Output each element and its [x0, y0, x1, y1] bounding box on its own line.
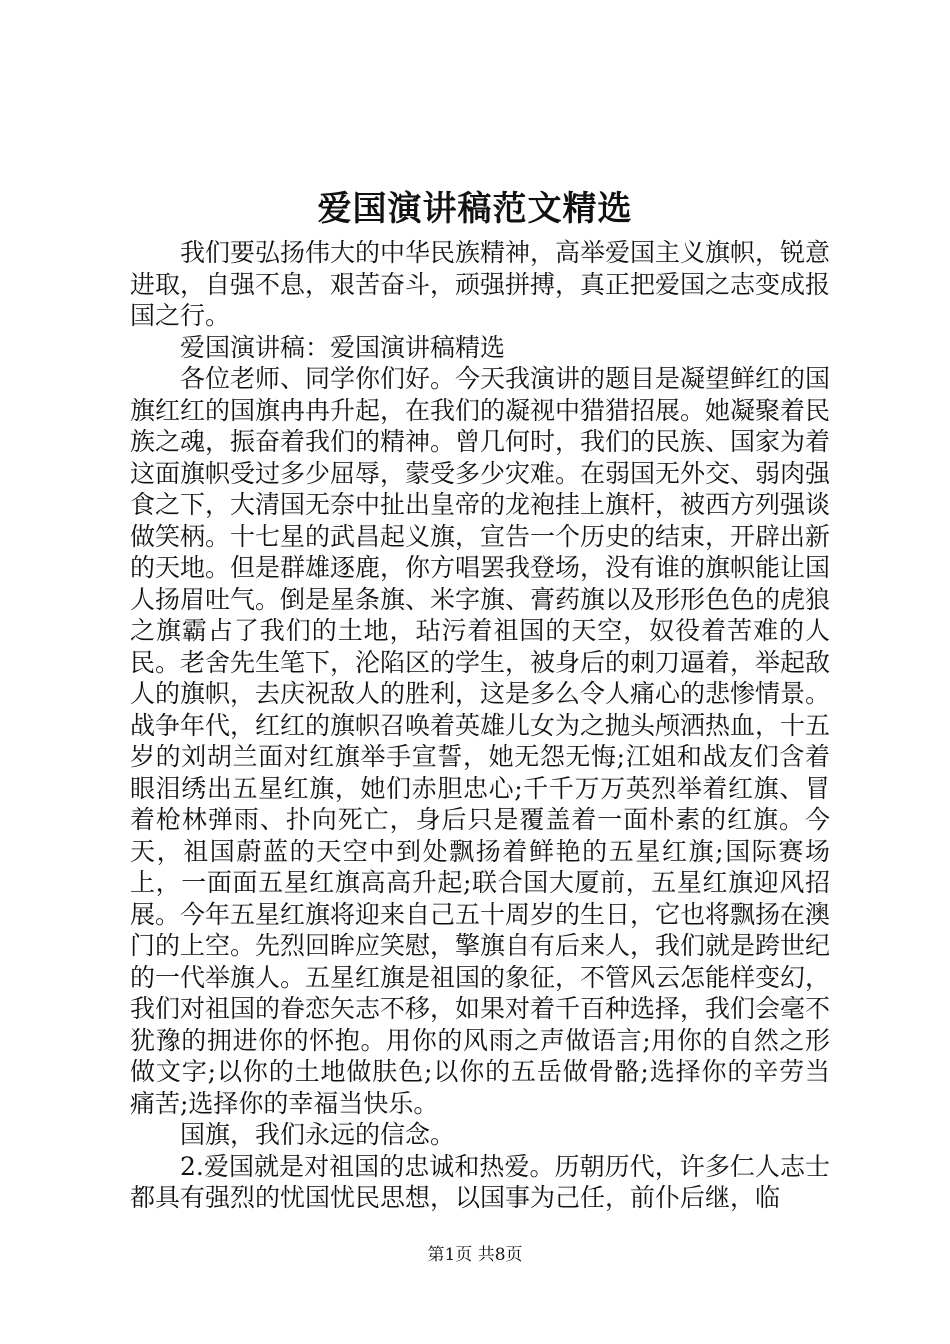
- page-footer: 第1页 共8页: [427, 1245, 523, 1265]
- paragraph-point-2: 2.爱国就是对祖国的忠诚和热爱。历朝历代，许多仁人志士都具有强烈的忧国忧民思想，以国事为己任，前仆后继，临: [130, 1151, 830, 1212]
- document-title: 爱国演讲稿范文精选: [317, 189, 633, 229]
- paragraph-subtitle: 爱国演讲稿：爱国演讲稿精选: [180, 332, 506, 362]
- document-body: [130, 237, 830, 1214]
- paragraph-speech: 各位老师、同学你们好。今天我演讲的题目是凝望鲜红的国旗红红的国旗冉冉升起，在我们的凝视中猎猎招展。她凝聚着民族之魂，振奋着我们的精神。曾几何时，我们的民族、国家为着这面旗帜受过多少屈辱，蒙受多少灾难。在弱国无外交、弱肉强食之下，大清国无奈中扯出皇帝的龙袍挂上旗杆，被西方列强谈做笑柄。十七星的武昌起义旗，宣告一个历史的结束，开辟出新的天地。但是群雄逐鹿，你方唱罢我登场，没有谁的旗帜能让国人扬眉吐气。倒是星条旗、米字旗、膏药旗以及形形色色的虎狼之旗霸占了我们的土地，玷污着祖国的天空，奴役着苦难的人民。老舍先生笔下，沦陷区的学生，被身后的刺刀逼着，举起敌人的旗帜，去庆祝敌人的胜利，这是多么令人痛心的悲惨情景。战争年代，红红的旗帜召唤着英雄儿女为之抛头颅洒热血，十五岁的刘胡兰面对红旗举手宣誓，她无怨无悔;江姐和战友们含着眼泪绣出五星红旗，她们赤胆忠心;千千万万英烈举着红旗、冒着枪林弹雨、扑向死亡，身后只是覆盖着一面朴素的红旗。今天，祖国蔚蓝的天空中到处飘扬着鲜艳的五星红旗;国际赛场上，一面面五星红旗高高升起;联合国大厦前，五星红旗迎风招展。今年五星红旗将迎来自己五十周岁的生日，它也将飘扬在澳门的上空。先烈回眸应笑慰，擎旗自有后来人，我们就是跨世纪的一代举旗人。五星红旗是祖国的象征，不管风云怎能样变幻，我们对祖国的眷恋矢志不移，如果对着千百种选择，我们会毫不犹豫的拥进你的怀抱。用你的风雨之声做语言;用你的自然之形做文字;以你的土地做肤色;以你的五岳做骨骼;选择你的辛劳当痛苦;选择你的幸福当快乐。: [130, 364, 831, 1118]
- paragraph-flag-belief: 国旗，我们永远的信念。: [180, 1120, 456, 1149]
- paragraph-intro: 我们要弘扬伟大的中华民族精神，高举爱国主义旗帜，锐意进取，自强不息，艰苦奋斗，顽强拼搏，真正把爱国之志变成报国之行。: [130, 238, 831, 330]
